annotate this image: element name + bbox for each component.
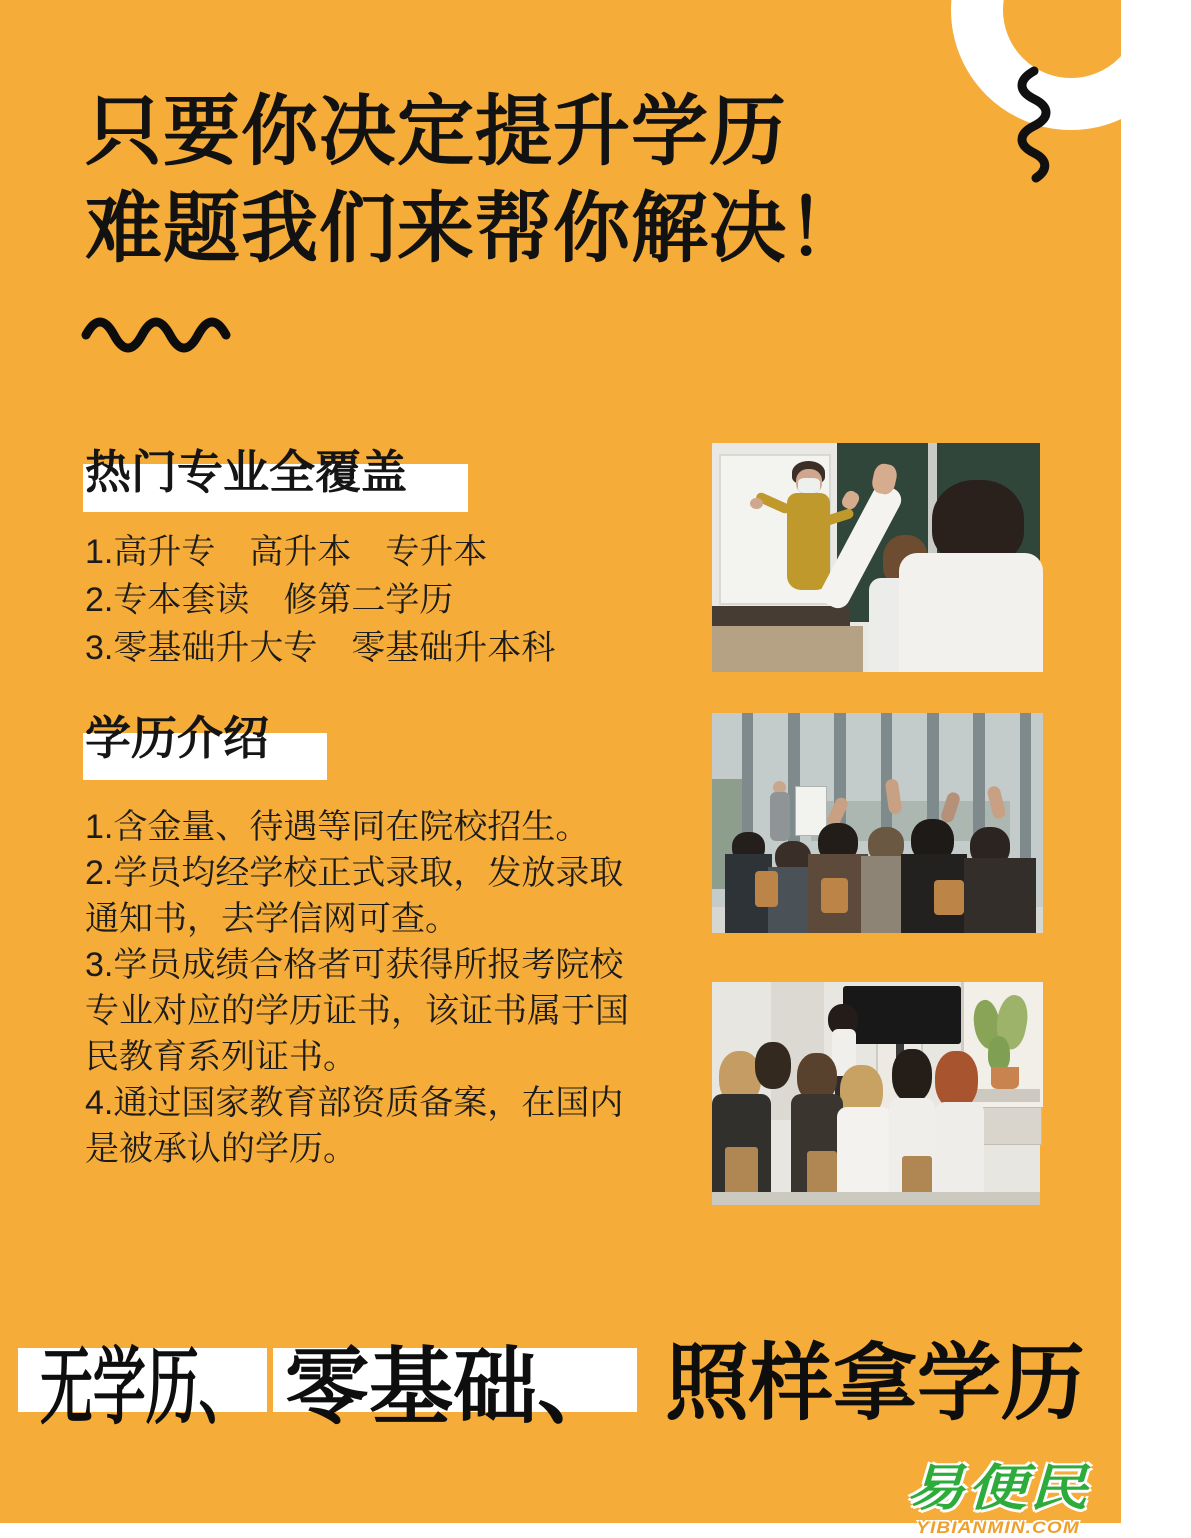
ring-decoration [951,0,1191,130]
banner-text: 零基础、 [285,1340,622,1434]
radiator [974,1107,1042,1145]
desk-front [712,626,863,672]
chair-back [755,871,778,906]
tv-screen [843,986,961,1044]
intro-paragraph [85,804,650,1172]
section-heading-text: 热门专业全覆盖 [85,446,407,498]
section-heading-majors [85,436,407,502]
banner-segment-2 [285,1320,621,1441]
chair-back [934,880,964,915]
photo-classroom-chalkboard [712,443,1040,672]
paragraph-item: 3.学员成绩合格者可获得所报考院校专业对应的学历证书，该证书属于国民教育系列证书。 [85,946,629,1076]
audience-head [755,1042,791,1089]
section-heading-intro [85,702,269,768]
section-heading-text: 学历介绍 [85,712,269,764]
paragraph-item: 4.通过国家教育部资质备案，在国内是被承认的学历。 [85,1084,624,1168]
wavy-line-icon [80,303,232,347]
photo-seminar-hands [712,713,1043,933]
desk-top [712,606,850,627]
watermark-logo: 易便民 [905,1460,1091,1516]
watermark-domain: YIBIANMIN.COM [916,1518,1080,1537]
paragraph-item: 1.含金量、待遇等同在院校招生。 [85,808,590,846]
paragraph-item: 2.学员均经学校正式录取，发放录取通知书，去学信网可查。 [85,854,624,938]
plant-leaves [988,1036,1011,1072]
presenter-suit [770,792,790,840]
face-mask [798,478,820,493]
audience-shirt-white [935,1102,984,1196]
window-sill [968,1089,1040,1102]
plant-pot [991,1067,1019,1089]
audience-shirt-white [837,1107,893,1196]
audience-head-auburn [935,1051,978,1109]
chair-back [821,878,847,913]
headline [85,84,865,278]
student-boy-hair [932,480,1024,565]
bottom-banner [0,1320,1121,1434]
student-boy-shirt [899,553,1043,672]
banner-segment-3 [665,1316,1085,1437]
vertical-squiggle-icon [1010,66,1056,184]
audience-head [892,1049,931,1103]
watermark [883,1448,1113,1538]
list-item: 2.专本套读 修第二学历 [85,581,454,619]
list-item: 1.高升专 高升本 专升本 [85,533,488,571]
floor [712,1192,1040,1205]
photo-workshop-screen [712,982,1040,1205]
headline-line1: 只要你决定提升学历 [85,89,787,175]
headline-line2: 难题我们来帮你解决！ [85,186,865,272]
banner-text: 照样拿学历 [665,1336,1086,1430]
banner-text: 无学历、 [40,1340,252,1434]
list-item: 3.零基础升大专 零基础升本科 [85,629,556,667]
majors-list [85,528,555,672]
audience-body [964,858,1037,933]
teacher-dress [787,493,830,589]
